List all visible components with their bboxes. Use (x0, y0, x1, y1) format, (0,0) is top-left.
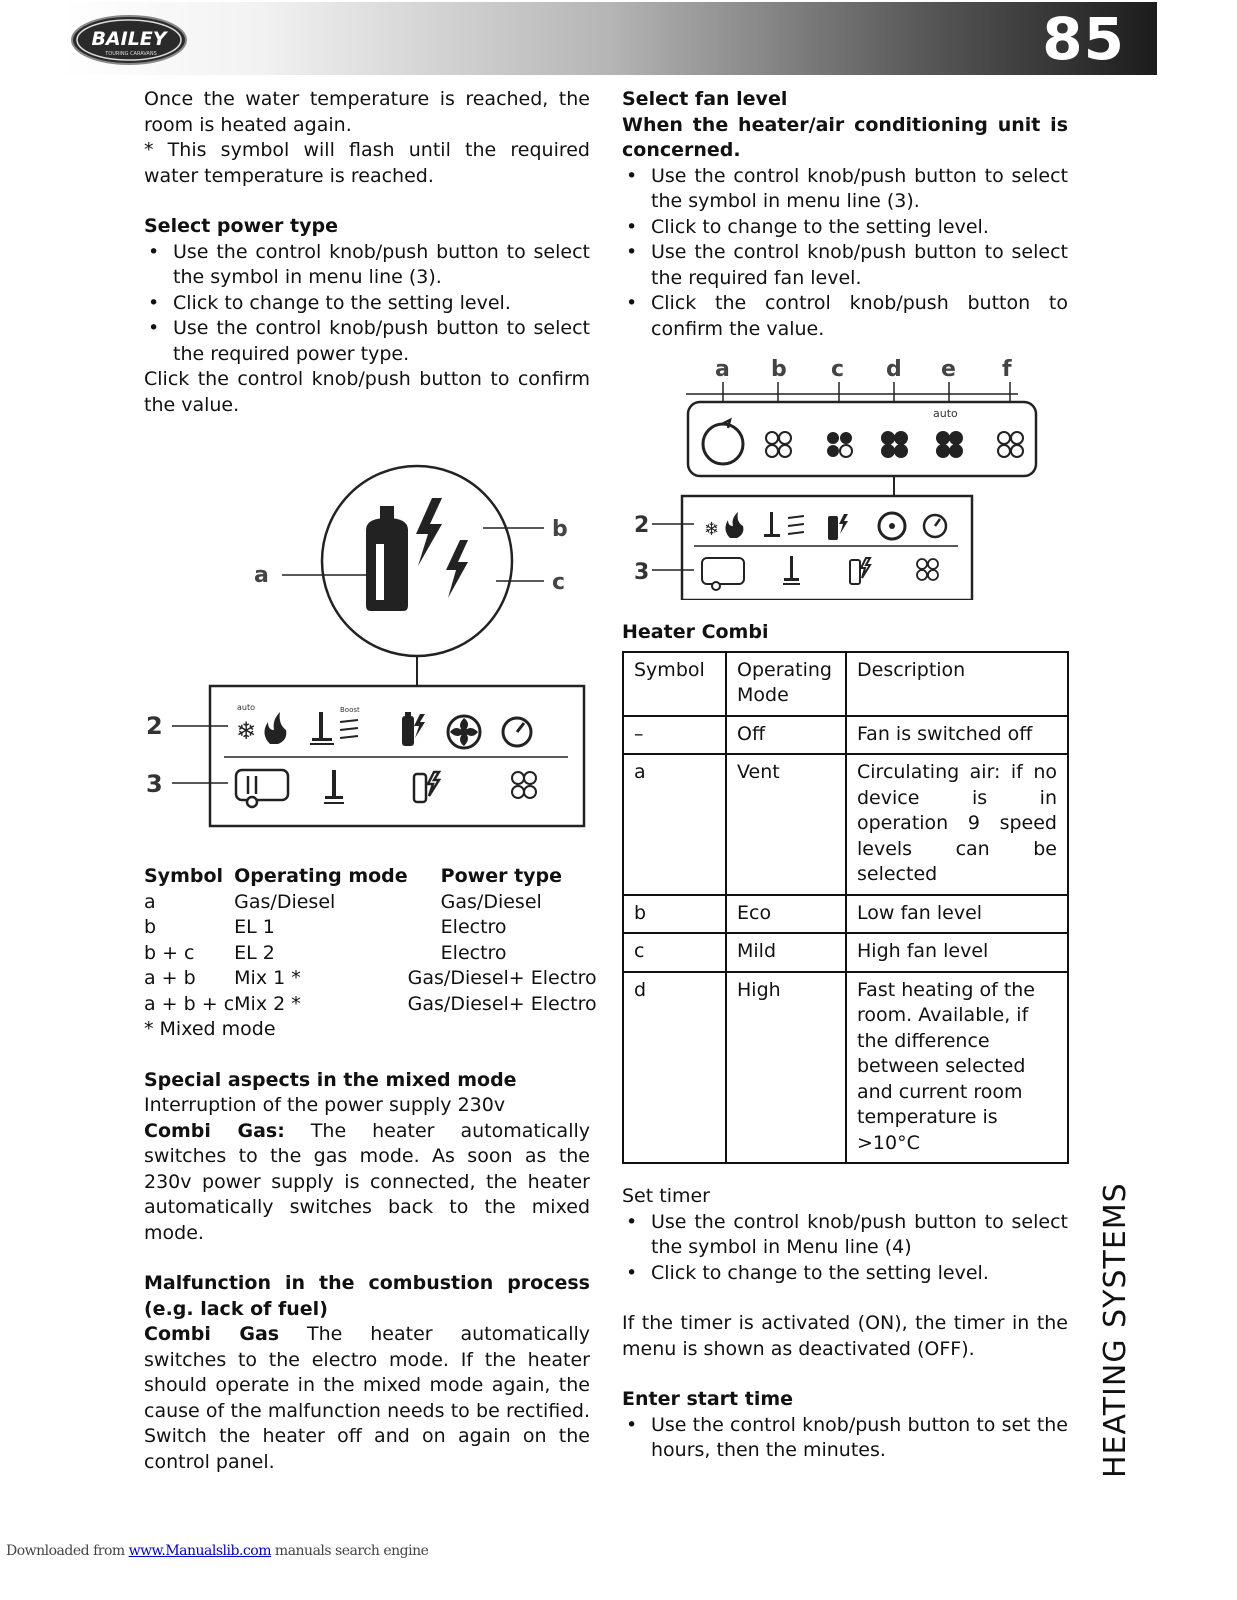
callout-d: d (886, 357, 902, 382)
callout-e: e (941, 357, 956, 382)
mixed-combi-label: Combi Gas: (144, 1119, 285, 1142)
intro-paragraph: Once the water temperature is reached, the room is heated again. (144, 88, 590, 136)
list-item: • Use the control knob/push button to select the symbol in Menu line (4) (622, 1210, 1068, 1261)
power-steps (144, 240, 590, 368)
list-item: • Use the control knob/push button to select the symbol in menu line (3). (144, 240, 590, 291)
page-number: 85 (1042, 5, 1125, 73)
list-item: • Click to change to the setting level. (144, 291, 590, 317)
power-type-figure (144, 458, 590, 834)
boost-label: Boost (340, 706, 360, 714)
table-row (623, 933, 1068, 972)
table-row (144, 941, 597, 967)
table-cell: Gas/Diesel+ Electro (407, 992, 597, 1015)
callout-b: b (771, 357, 787, 382)
logo-text: BAILEY (91, 28, 167, 50)
table-cell: Electro (440, 916, 507, 938)
gas-bottle-icon (366, 506, 408, 611)
callout-f: f (1002, 357, 1012, 382)
malfunction-heading: Malfunction in the combustion process (e.g. lack of fuel) (144, 1272, 590, 1320)
table-cell: Gas/Diesel+ Electro (407, 967, 597, 989)
snowflake-icon: ❄ (704, 519, 720, 540)
callout-b: b (552, 517, 568, 542)
table-row (623, 972, 1068, 1164)
table-cell: a (623, 754, 726, 895)
snowflake-icon: ❄ (236, 717, 257, 745)
table-header-row (623, 652, 1068, 716)
left-column (144, 87, 597, 1475)
manualslib-link[interactable]: www.Manualslib.com (128, 1543, 271, 1559)
table-cell: Eco (726, 895, 846, 934)
table-cell: b + c (144, 941, 195, 964)
table-cell: Electro (440, 941, 507, 964)
table-cell: c (623, 933, 726, 972)
timer-steps (622, 1210, 1068, 1287)
section-side-title: HEATING SYSTEMS (1098, 1182, 1133, 1478)
footer-prefix: Downloaded from (6, 1543, 129, 1559)
intro-footnote: * This symbol will flash until the required water temperature is reached. (144, 139, 590, 187)
table-row (144, 915, 597, 941)
table-cell: Circulating air: if no device is in operation 9 speed levels can be selected (846, 754, 1068, 895)
table-cell: Mix 2 * (234, 992, 301, 1015)
menu-line-2-label: 2 (634, 513, 650, 538)
table-cell: Fan is switched off (846, 716, 1068, 755)
list-item: • Use the control knob/push button to select the required fan level. (622, 240, 1068, 291)
menu-line-2-label: 2 (146, 712, 163, 740)
table-cell: Vent (726, 754, 846, 895)
fan-level-figure (622, 350, 1068, 600)
menu-line-3-label: 3 (146, 770, 163, 798)
power-confirm: Click the control knob/push button to confirm the value. (144, 368, 590, 416)
table-header: Operating Mode (726, 652, 846, 716)
mixed-combi-text: The heater automatically switches to the gas mode. As soon as the 230v power supply is connected, the heater automatically switches back to the mixed mode. (144, 1119, 590, 1244)
download-footer (6, 1542, 428, 1560)
table-row (144, 966, 597, 992)
table-cell: High (726, 972, 846, 1164)
table-cell: – (623, 716, 726, 755)
mixed-interrupt: Interruption of the power supply 230v (144, 1094, 506, 1116)
table-cell: EL 1 (234, 916, 275, 938)
callout-a: a (715, 357, 730, 382)
table-cell: EL 2 (234, 941, 275, 964)
table-cell: b (623, 895, 726, 934)
table-header: Operating mode (234, 865, 408, 887)
list-item: • Click the control knob/push button to confirm the value. (622, 291, 1068, 342)
table-header: Description (846, 652, 1068, 716)
table-cell: Low fan level (846, 895, 1068, 934)
list-item: • Click to change to the setting level. (622, 1261, 1068, 1287)
list-item: • Use the control knob/push button to select the symbol in menu line (3). (622, 164, 1068, 215)
fan-heading: Select fan level (622, 88, 788, 110)
table-header: Symbol (144, 865, 224, 887)
callout-c: c (552, 570, 566, 595)
logo-subtext: TOURING CARAVANS (105, 51, 157, 57)
menu-line-3-label: 3 (634, 560, 650, 585)
table-row (144, 890, 597, 916)
malfunction-label: Combi Gas (144, 1323, 280, 1345)
list-item: • Click to change to the setting level. (622, 215, 1068, 241)
list-item: • Use the control knob/push button to select the required power type. (144, 316, 590, 367)
power-symbol-table (144, 864, 597, 1017)
right-column (622, 87, 1068, 1464)
table-cell: b (144, 916, 157, 938)
table-cell: Fast heating of the room. Available, if the difference between selected and current room temperature is >10°C (846, 972, 1068, 1164)
timer-note: If the timer is activated (ON), the timer in the menu is shown as deactivated (OFF). (622, 1312, 1068, 1360)
power-heading: Select power type (144, 215, 338, 237)
auto-label: auto (237, 703, 256, 712)
table-row (144, 992, 597, 1018)
table-cell: Mix 1 * (234, 967, 301, 989)
table-cell: d (623, 972, 726, 1164)
table-header-row (144, 864, 597, 890)
combi-title: Heater Combi (622, 621, 769, 643)
bailey-logo (70, 14, 188, 66)
table-cell: a (144, 890, 156, 913)
table-row (623, 754, 1068, 895)
auto-label: auto (933, 407, 958, 420)
callout-a: a (254, 563, 269, 588)
table-cell: Gas/Diesel (234, 890, 336, 913)
fan-steps (622, 164, 1068, 343)
table-header: Symbol (623, 652, 726, 716)
malfunction-paragraph (144, 1322, 590, 1475)
mixed-heading: Special aspects in the mixed mode (144, 1068, 517, 1091)
callout-c: c (831, 357, 845, 382)
table-cell: Off (726, 716, 846, 755)
start-time-heading: Enter start time (622, 1388, 794, 1410)
fan-level-diagram (622, 350, 1068, 600)
page-header (62, 2, 1157, 75)
table-cell: Mild (726, 933, 846, 972)
table-cell: a + b + c (144, 992, 235, 1015)
table-cell: High fan level (846, 933, 1068, 972)
mixed-combi-paragraph (144, 1119, 590, 1247)
malfunction-text: The heater automatically switches to the electro mode. If the heater should operate in the mixed mode again, the cause of the malfunction needs to be rectified. Switch the heater off and on again on the control panel. (144, 1323, 590, 1473)
timer-heading: Set timer (622, 1185, 710, 1207)
heater-combi-table (622, 651, 1069, 1165)
fan-subheading: When the heater/air conditioning unit is concerned. (622, 113, 1068, 161)
list-item: • Use the control knob/push button to set the hours, then the minutes. (622, 1413, 1068, 1464)
start-time-steps (622, 1413, 1068, 1464)
table-row (623, 895, 1068, 934)
table-header: Power type (440, 865, 563, 887)
power-type-diagram (144, 458, 590, 834)
footer-suffix: manuals search engine (270, 1543, 429, 1559)
table-cell: a + b (144, 967, 196, 989)
table-cell: Gas/Diesel (440, 890, 542, 913)
mixed-mode-note: * Mixed mode (144, 1018, 276, 1040)
table-row (623, 716, 1068, 755)
